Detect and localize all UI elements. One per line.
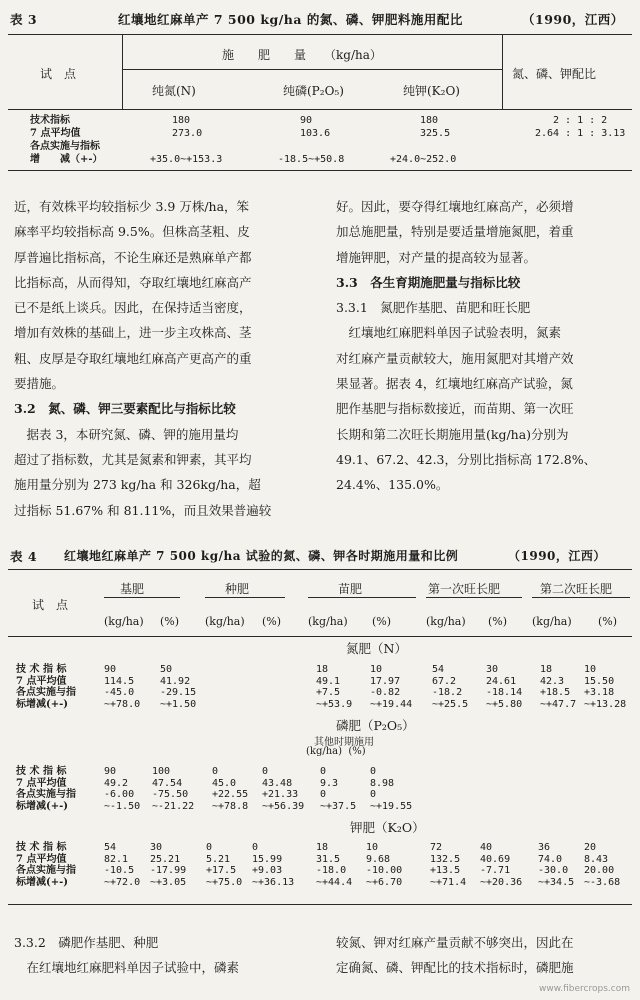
table-cell: ~+3.05 [150, 876, 187, 888]
table-cell: 0 [370, 789, 377, 800]
table-cell: 20.00 [584, 865, 615, 876]
table-cell: ~+6.70 [366, 876, 403, 888]
table-cell: +17.5 [206, 865, 237, 876]
table-cell: 15.50 [584, 675, 615, 687]
row-label: 7 点平均值 [16, 853, 67, 865]
text-line: 已不是纸上谈兵。因此，在保持适当密度， [14, 300, 252, 316]
k-row-labels [16, 842, 76, 888]
table-cell: 180 [172, 115, 191, 126]
k-second-kg [538, 842, 574, 888]
table3-row-label: 各点实施与指标 [30, 141, 100, 152]
table-cell: -45.0 [104, 687, 135, 698]
n-second-kg [540, 664, 576, 710]
row-label: 标增减(+-) [16, 698, 68, 710]
row-label: 各点实施与指 [16, 789, 76, 800]
table-cell: +3.18 [584, 687, 615, 698]
unit-pct: (%) [348, 746, 366, 757]
table3-row-labels [30, 114, 103, 166]
table-cell: ~+19.55 [370, 800, 413, 812]
table-cell: ~+44.4 [316, 876, 353, 888]
unit-kg: (kg/ha) [426, 615, 466, 628]
phosphorus-title: 磷肥（P₂O₅） [336, 718, 415, 733]
table3-head-amount: 施 肥 量 （kg/ha） [222, 48, 382, 62]
table4-head-base: 基肥 [120, 582, 145, 596]
n-first-pct [486, 664, 522, 710]
table-cell: ~+34.5 [538, 876, 575, 888]
table-cell: -18.5~+50.8 [278, 154, 345, 165]
table-cell: ~+72.0 [104, 876, 141, 888]
p-seed-pct [262, 766, 304, 812]
left-column-text [14, 194, 271, 523]
unit-kg: (kg/ha) [306, 746, 343, 757]
row-label: 技 术 指 标 [16, 664, 67, 675]
text-line: 据表 3，本研究氮、磷、钾的施用量均 [14, 426, 239, 442]
table3-divider [502, 35, 503, 109]
table-cell: +7.5 [316, 687, 341, 698]
table-cell: 82.1 [104, 853, 129, 865]
table-cell: 30 [486, 664, 499, 675]
table4-head-seedling: 苗肥 [338, 582, 363, 596]
unit-pct: (%) [372, 615, 392, 628]
table-cell: ~+78.8 [212, 800, 249, 812]
table4-head-seed: 种肥 [225, 582, 250, 596]
table-cell: ~-1.50 [104, 800, 141, 812]
table-cell: ~+20.36 [480, 876, 523, 888]
table-cell: +18.5 [540, 687, 571, 698]
table4-group-rule [532, 597, 630, 598]
p-other-period-label: 其他时期施用 [314, 737, 374, 748]
table-cell: ~+1.50 [160, 698, 197, 710]
row-label: 7 点平均值 [16, 675, 67, 687]
n-second-pct [584, 664, 626, 710]
table4-top-rule [8, 569, 632, 570]
table3-divider [122, 35, 123, 109]
table-cell: 9.3 [320, 777, 339, 789]
table-cell: 17.97 [370, 675, 401, 687]
table-cell: -29.15 [160, 687, 197, 698]
table3-row-label: 7 点平均值 [30, 128, 81, 139]
table-cell: 45.0 [212, 777, 237, 789]
table-cell: 0 [252, 842, 259, 853]
table-cell: ~+36.13 [252, 876, 295, 888]
p-seed-kg [212, 766, 248, 812]
row-label: 7 点平均值 [16, 777, 67, 789]
section-heading-3-2: 3.2 氮、磷、钾三要素配比与指标比较 [14, 401, 236, 417]
table-cell: 18 [316, 664, 329, 675]
table-cell: +9.03 [252, 865, 283, 876]
text-line: 对红麻产量贡献较大，施用氮肥对其增产效 [336, 350, 574, 366]
table3-region: （1990，江西） [522, 12, 624, 27]
table-cell: ~+19.44 [370, 698, 413, 710]
table-cell: 273.0 [172, 128, 203, 139]
table-cell: 100 [152, 766, 171, 777]
table-cell: 74.0 [538, 853, 563, 865]
table-cell: -30.0 [538, 865, 569, 876]
table-cell: 31.5 [316, 853, 341, 865]
table4-title: 红壤地红麻单产 7 500 kg/ha 试验的氮、磷、钾各时期施用量和比例 [64, 549, 459, 563]
p-base-kg [104, 766, 140, 812]
table3-head-ratio: 氮、磷、钾配比 [512, 67, 597, 81]
text-line: 长期和第二次旺长期施用量(kg/ha)分别为 [336, 426, 569, 442]
table-cell: ~-21.22 [152, 800, 195, 812]
table4-head-rule [8, 636, 632, 637]
table-cell: ~+5.80 [486, 698, 523, 710]
table3-col-n [150, 114, 223, 166]
table-cell: -7.71 [480, 865, 511, 876]
table-cell: 5.21 [206, 853, 231, 865]
table-cell: +24.0~252.0 [390, 154, 457, 165]
table-cell: 15.99 [252, 853, 283, 865]
k-first-kg [430, 842, 466, 888]
k-seed-pct [252, 842, 294, 888]
section-heading-3-3-2: 3.3.2 磷肥作基肥、种肥 [14, 935, 159, 950]
n-row-labels [16, 664, 76, 710]
table-cell: 10 [584, 664, 597, 675]
unit-pct: (%) [262, 615, 282, 628]
row-label: 标增减(+-) [16, 876, 68, 888]
table4-label: 表 4 [10, 549, 38, 564]
table-cell: 180 [420, 115, 439, 126]
unit-kg: (kg/ha) [308, 615, 348, 628]
table-cell: -18.0 [316, 865, 347, 876]
table-cell: +22.55 [212, 789, 249, 800]
row-label: 标增减(+-) [16, 800, 68, 812]
potassium-title: 钾肥（K₂O） [350, 820, 425, 835]
table-cell: 90 [104, 664, 117, 675]
table-cell: ~+13.28 [584, 698, 627, 710]
text-line: 增加有效株的基础上，进一步主攻株高、茎 [14, 325, 252, 341]
nitrogen-title: 氮肥（N） [346, 641, 407, 656]
table-cell: 10 [370, 664, 383, 675]
text-line: 果显著。据表 4，红壤地红麻高产试验，氮 [336, 376, 573, 392]
section-heading-3-3: 3.3 各生育期施肥量与指标比较 [336, 274, 521, 290]
table-cell: ~+71.4 [430, 876, 467, 888]
table4-group-rule [104, 597, 180, 598]
table-cell: 43.48 [262, 777, 293, 789]
table-cell: 40 [480, 842, 493, 853]
k-base-kg [104, 842, 140, 888]
unit-kg: (kg/ha) [532, 615, 572, 628]
text-line: 麻率平均较指标高 9.5%。但株高茎粗、皮 [14, 224, 250, 240]
table-cell: 54 [104, 842, 117, 853]
bottom-right-text [336, 930, 574, 981]
table-cell: 0 [212, 766, 219, 777]
section-heading-3-3-1: 3.3.1 氮肥作基肥、苗肥和旺长肥 [336, 300, 531, 316]
text-line: 好。因此，要夺得红壤地红麻高产，必须增 [336, 199, 574, 214]
text-line: 24.4%、135.0%。 [336, 477, 449, 493]
table-cell: 2.64 : 1 : 3.13 [535, 128, 626, 139]
table3-head-rule [8, 109, 632, 110]
table3-title: 红壤地红麻单产 7 500 kg/ha 的氮、磷、钾肥料施用配比 [118, 12, 463, 27]
table3-row-label: 增 减（+-） [30, 154, 103, 165]
text-line: 过指标 51.67% 和 81.11%，而且效果普遍较 [14, 502, 272, 518]
p-row-labels [16, 766, 76, 812]
table-cell: 50 [160, 664, 173, 675]
table-cell: 47.54 [152, 777, 183, 789]
table-cell: +13.5 [430, 865, 461, 876]
table-cell: -6.00 [104, 789, 135, 800]
table-cell: 72 [430, 842, 443, 853]
table-cell: 54 [432, 664, 445, 675]
text-line: 定确氮、磷、钾配比的技术指标时，磷肥施 [336, 960, 574, 976]
row-label: 各点实施与指 [16, 865, 76, 876]
table3-subrule [122, 69, 502, 70]
table-cell: -10.5 [104, 865, 135, 876]
table-cell: 10 [366, 842, 379, 853]
table-cell: 20 [584, 842, 597, 853]
table-cell: +35.0~+153.3 [150, 154, 223, 165]
table-cell: 67.2 [432, 675, 457, 687]
k-seed-kg [206, 842, 242, 888]
table3-head-k: 纯钾(K₂O) [403, 84, 460, 98]
n-base-pct [160, 664, 196, 710]
table-cell: ~+37.5 [320, 800, 357, 812]
table-cell: ~+47.7 [540, 698, 577, 710]
table4-head-first: 第一次旺长肥 [428, 582, 501, 596]
table-cell: -18.2 [432, 687, 463, 698]
table-cell: 103.6 [300, 128, 331, 139]
table-cell: 0 [262, 766, 269, 777]
unit-pct: (%) [598, 615, 618, 628]
table3-col-k [390, 114, 457, 166]
table-cell: 8.43 [584, 853, 609, 865]
table-cell: 18 [316, 842, 329, 853]
table-cell: 49.2 [104, 777, 129, 789]
text-line: 49.1、67.2、42.3，分别比指标高 172.8%、 [336, 451, 597, 467]
p-other-units [306, 746, 366, 757]
p-other-pct [370, 766, 412, 812]
unit-kg: (kg/ha) [104, 615, 144, 628]
p-other-kg [320, 766, 356, 812]
bottom-left-text [14, 930, 239, 981]
table3-head-p: 纯磷(P₂O₅) [283, 84, 344, 98]
p-base-pct [152, 766, 194, 812]
text-line: 肥作基肥与指标数接近，而苗期、第一次旺 [336, 401, 574, 417]
table-cell: 325.5 [420, 128, 451, 139]
table3-bottom-rule [8, 170, 632, 171]
k-base-pct [150, 842, 186, 888]
watermark: www.fibercrops.com [539, 984, 630, 994]
row-label: 各点实施与指 [16, 687, 76, 698]
table-cell: 25.21 [150, 853, 181, 865]
table-cell: 40.69 [480, 853, 511, 865]
table4-group-rule [426, 597, 522, 598]
table-cell: ~+78.0 [104, 698, 141, 710]
text-line: 超过了指标数，尤其是氮素和钾素，其平均 [14, 451, 252, 467]
k-seedling-pct [366, 842, 402, 888]
row-label: 技 术 指 标 [16, 842, 67, 853]
table4-head-second: 第二次旺长肥 [540, 582, 613, 596]
text-line: 施用量分别为 273 kg/ha 和 326kg/ha，超 [14, 477, 261, 493]
table3-head-site: 试 点 [40, 67, 77, 81]
table-cell: 49.1 [316, 675, 341, 687]
text-line: 粗、皮厚是夺取红壤地红麻高产更高产的重 [14, 350, 252, 366]
text-line: 比指标高，从而得知，夺取红壤地红麻高产 [14, 274, 252, 290]
table-cell: -17.99 [150, 865, 187, 876]
unit-kg: (kg/ha) [205, 615, 245, 628]
table3-label: 表 3 [10, 12, 38, 27]
text-line: 厚普遍比指标高，不论生麻还是熟麻单产都 [14, 249, 252, 265]
text-line: 在红壤地红麻肥料单因子试验中，磷素 [14, 960, 240, 976]
table4-bottom-rule [8, 904, 632, 905]
text-line: 红壤地红麻肥料单因子试验表明，氮素 [336, 325, 562, 341]
k-first-pct [480, 842, 522, 888]
table-cell: -0.82 [370, 687, 401, 698]
table3-top-rule [8, 34, 632, 35]
table-cell: 2 : 1 : 2 [553, 115, 608, 126]
text-line: 加总施肥量，特别是要适量增施氮肥，着重 [336, 224, 574, 240]
table-cell: -18.14 [486, 687, 523, 698]
table-cell: 30 [150, 842, 163, 853]
k-second-pct [584, 842, 620, 888]
row-label: 技 术 指 标 [16, 766, 67, 777]
table-cell: ~+25.5 [432, 698, 469, 710]
table-cell: 90 [104, 766, 117, 777]
table3-head-n: 纯氮(N) [152, 84, 196, 98]
table4-group-rule [308, 597, 416, 598]
table-cell: 0 [320, 766, 327, 777]
table-cell: 18 [540, 664, 553, 675]
table-cell: 24.61 [486, 675, 517, 687]
n-seedling-pct [370, 664, 412, 710]
table-cell: ~+56.39 [262, 800, 305, 812]
text-line: 增施钾肥，对产量的提高较为显著。 [336, 249, 537, 265]
text-line: 要措施。 [14, 376, 65, 392]
table4-region: （1990，江西） [508, 549, 606, 563]
table-cell: 0 [320, 789, 327, 800]
table4-head-site: 试 点 [32, 598, 69, 612]
n-first-kg [432, 664, 468, 710]
table-cell: 9.68 [366, 853, 391, 865]
table-cell: 0 [206, 842, 213, 853]
k-seedling-kg [316, 842, 352, 888]
table3-row-label: 技术指标 [30, 115, 70, 126]
table-cell: 41.92 [160, 675, 191, 687]
table-cell: 42.3 [540, 675, 565, 687]
table4-group-rule [205, 597, 285, 598]
table-cell: 90 [300, 115, 313, 126]
text-line: 近，有效株平均较指标少 3.9 万株/ha，笨 [14, 199, 250, 214]
n-base-kg [104, 664, 140, 710]
table-cell: ~+53.9 [316, 698, 353, 710]
unit-pct: (%) [488, 615, 508, 628]
table3-col-p [278, 114, 345, 166]
table-cell: 0 [370, 766, 377, 777]
unit-pct: (%) [160, 615, 180, 628]
text-line: 较氮、钾对红麻产量贡献不够突出，因此在 [336, 935, 574, 950]
n-seedling-kg [316, 664, 352, 710]
table-cell: ~-3.68 [584, 876, 621, 888]
table-cell: 114.5 [104, 675, 135, 687]
table-cell: -75.50 [152, 789, 189, 800]
table-cell: 8.98 [370, 777, 395, 789]
table-cell: +21.33 [262, 789, 299, 800]
table-cell: 132.5 [430, 853, 461, 865]
table-cell: -10.00 [366, 865, 403, 876]
table-cell: 36 [538, 842, 551, 853]
table3-col-ratio [535, 114, 625, 140]
right-column-text [336, 194, 596, 498]
table-cell: ~+75.0 [206, 876, 243, 888]
